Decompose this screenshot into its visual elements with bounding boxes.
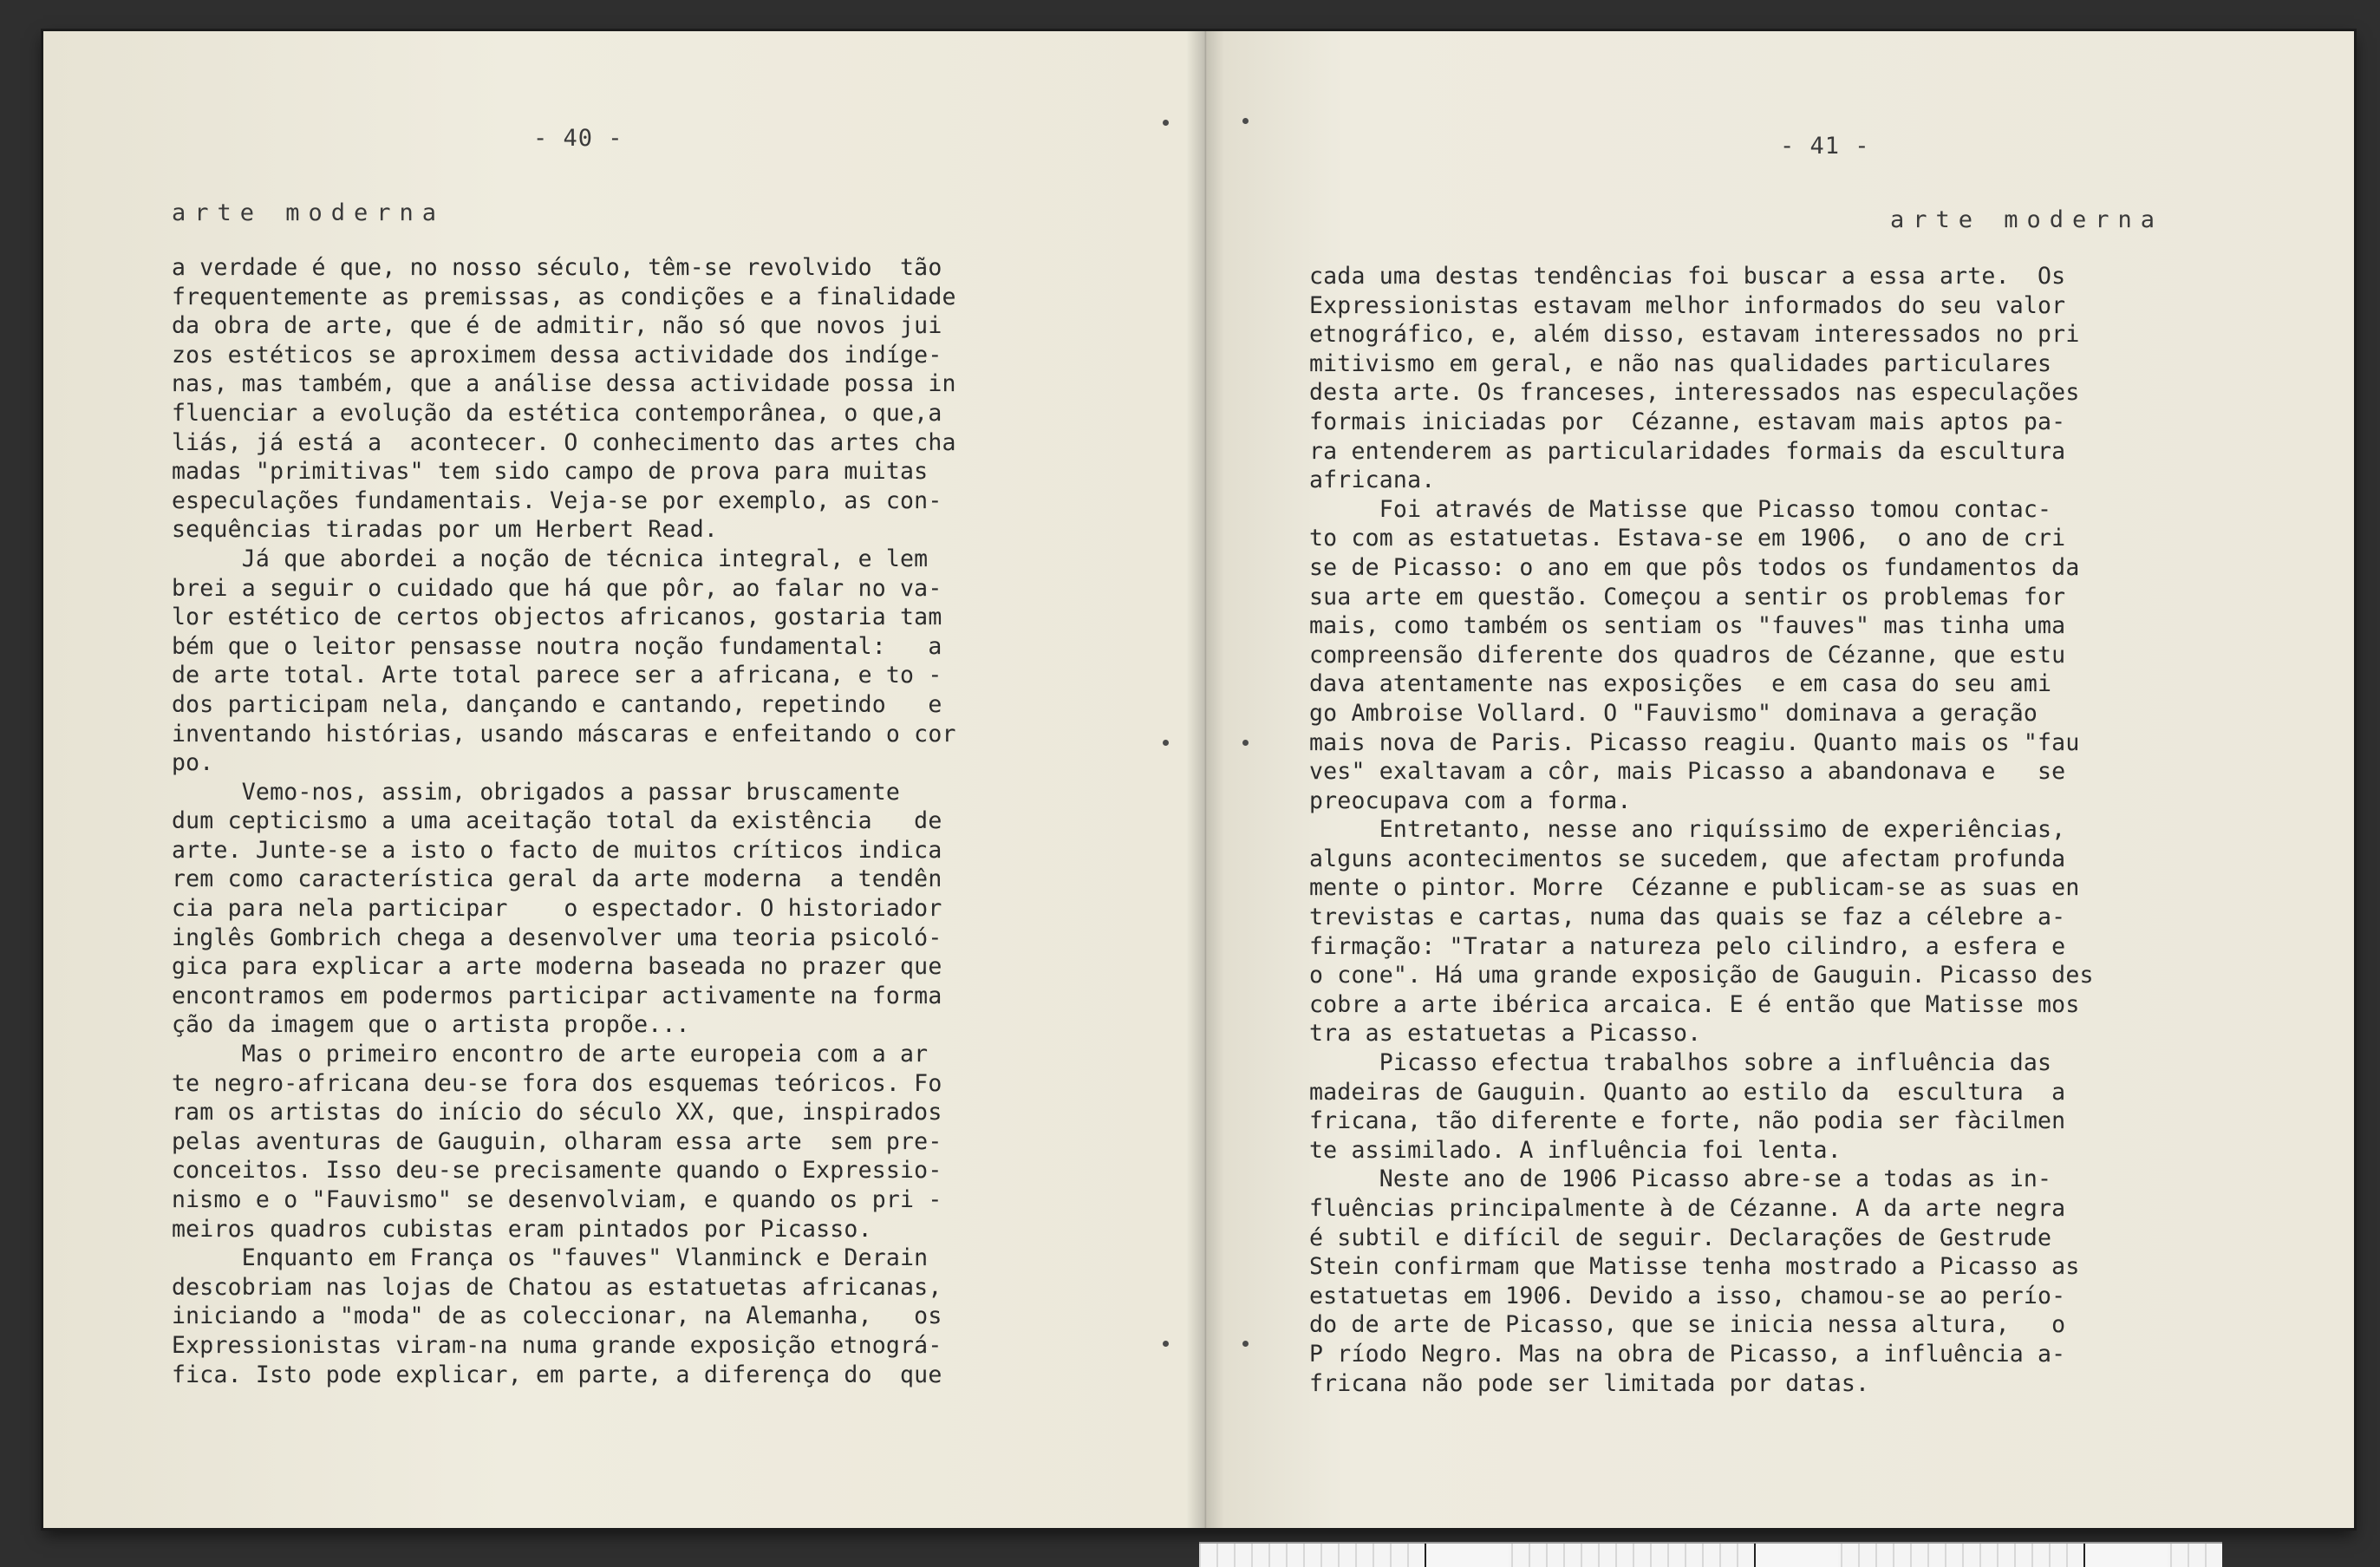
text-line: Expressionistas viram-na numa grande exposição etnográ- — [172, 1331, 942, 1359]
text-line: te negro-africana deu-se fora dos esquemas teóricos. Fo — [172, 1069, 942, 1097]
text-line: dava atentamente nas exposições e em casa do seu ami — [1309, 670, 2052, 698]
binding-hole — [1163, 740, 1169, 746]
text-line: sua arte em questão. Começou a sentir os problemas for — [1309, 583, 2066, 610]
ruler-segment — [1425, 1544, 1509, 1567]
running-head: arte moderna — [1890, 206, 2164, 233]
binding-hole — [1242, 118, 1249, 124]
text-line: nismo e o "Fauvismo" se desenvolviam, e quando os pri - — [172, 1186, 942, 1213]
text-line: fluências principalmente à de Cézanne. A da arte negra — [1309, 1195, 2066, 1222]
text-line: bém que o leitor pensasse noutra noção fundamental: a — [172, 632, 942, 660]
text-line: mitivismo em geral, e não nas qualidades particulares — [1309, 349, 2052, 377]
text-line: rem como característica geral da arte moderna a tendên — [172, 865, 942, 893]
book-gutter — [1186, 31, 1224, 1528]
text-line: inglês Gombrich chega a desenvolver uma teoria psicoló- — [172, 924, 942, 951]
text-line: mente o pintor. Morre Cézanne e publicam-se as suas en — [1309, 874, 2080, 902]
scale-ruler — [1199, 1542, 2222, 1567]
text-line: nas, mas também, que a análise dessa actividade possa in — [172, 370, 956, 398]
text-line: encontramos em podermos participar activamente na forma — [172, 982, 942, 1009]
page-number: - 41 - — [1780, 133, 1870, 160]
text-line: Foi através de Matisse que Picasso tomou contac- — [1309, 495, 2052, 523]
text-line: dos participam nela, dançando e cantando, repetindo e — [172, 690, 942, 718]
text-line: é subtil e difícil de seguir. Declarações de Gestrude — [1309, 1224, 2052, 1251]
text-line: to com as estatuetas. Estava-se em 1906, o ano de cri — [1309, 525, 2066, 552]
text-line: descobriam nas lojas de Chatou as estatuetas africanas, — [172, 1273, 942, 1301]
text-line: dum cepticismo a uma aceitação total da existência de — [172, 807, 942, 835]
text-line: Mas o primeiro encontro de arte europeia com a ar — [172, 1041, 929, 1068]
text-line: fica. Isto pode explicar, em parte, a diferença do que — [172, 1361, 942, 1388]
left-page — [43, 31, 1205, 1528]
text-line: arte. Junte-se a isto o facto de muitos críticos indica — [172, 836, 942, 864]
binding-hole — [1242, 1341, 1249, 1347]
text-line: etnográfico, e, além disso, estavam interessados no pri — [1309, 321, 2080, 349]
text-line: estatuetas em 1906. Devido a isso, chamou-se ao perío- — [1309, 1282, 2066, 1309]
text-line: mais, como também os sentiam os "fauves" mas tinha uma — [1309, 612, 2066, 640]
ruler-segment — [2083, 1544, 2168, 1567]
text-line: Neste ano de 1906 Picasso abre-se a todas as in- — [1309, 1165, 2052, 1193]
text-line: mais nova de Paris. Picasso reagiu. Quanto mais os "fau — [1309, 728, 2080, 756]
text-line: liás, já está a acontecer. O conhecimento das artes cha — [172, 428, 956, 456]
text-line: trevistas e cartas, numa das quais se faz a célebre a- — [1309, 904, 2066, 931]
text-line: meiros quadros cubistas eram pintados por Picasso. — [172, 1215, 872, 1243]
text-line: especulações fundamentais. Veja-se por exemplo, as con- — [172, 486, 942, 514]
binding-hole — [1163, 120, 1169, 126]
text-line: te assimilado. A influência foi lenta. — [1309, 1136, 1842, 1164]
text-line: tra as estatuetas a Picasso. — [1309, 1020, 1702, 1048]
body-text — [1309, 262, 2094, 1398]
page-number: - 40 - — [533, 125, 623, 152]
text-line: madas "primitivas" tem sido campo de prova para muitas — [172, 458, 929, 486]
text-line: Já que abordei a noção de técnica integral, e lem — [172, 545, 929, 572]
text-line: cia para nela participar o espectador. O historiador — [172, 895, 942, 923]
text-line: Stein confirmam que Matisse tenha mostrado a Picasso as — [1309, 1253, 2080, 1281]
text-line: fricana não pode ser limitada por datas. — [1309, 1369, 1870, 1397]
text-line: conceitos. Isso deu-se precisamente quando o Expressio- — [172, 1157, 942, 1185]
text-line: cobre a arte ibérica arcaica. E é então que Matisse mos — [1309, 990, 2080, 1018]
binding-hole — [1163, 1341, 1169, 1347]
text-line: lor estético de certos objectos africanos, gostaria tam — [172, 604, 942, 631]
text-line: ram os artistas do início do século XX, que, inspirados — [172, 1099, 942, 1126]
text-line: P ríodo Negro. Mas na obra de Picasso, a influência a- — [1309, 1340, 2066, 1368]
text-line: se de Picasso: o ano em que pôs todos os fundamentos da — [1309, 553, 2080, 581]
text-line: pelas aventuras de Gauguin, olharam essa arte sem pre- — [172, 1127, 942, 1155]
book-spread — [43, 31, 2354, 1528]
body-text — [172, 253, 956, 1389]
text-line: preocupava com a forma. — [1309, 787, 1632, 814]
running-head: arte moderna — [172, 199, 446, 226]
text-line: desta arte. Os franceses, interessados nas especulações — [1309, 379, 2080, 407]
text-line: go Ambroise Vollard. O "Fauvismo" dominava a geração — [1309, 699, 2038, 727]
ruler-segment — [1754, 1544, 1838, 1567]
text-line: gica para explicar a arte moderna baseada no prazer que — [172, 953, 942, 981]
text-line: do de arte de Picasso, que se inicia nessa altura, o — [1309, 1311, 2066, 1339]
text-line: cada uma destas tendências foi buscar a essa arte. Os — [1309, 263, 2066, 290]
text-line: ção da imagem que o artista propõe... — [172, 1011, 690, 1039]
text-line: firmação: "Tratar a natureza pelo cilindro, a esfera e — [1309, 932, 2066, 960]
text-line: ves" exaltavam a côr, mais Picasso a abandonava e se — [1309, 758, 2066, 786]
text-line: madeiras de Gauguin. Quanto ao estilo da escultura a — [1309, 1078, 2066, 1106]
text-line: compreensão diferente dos quadros de Cézanne, que estu — [1309, 641, 2066, 669]
text-line: de arte total. Arte total parece ser a africana, e to - — [172, 662, 942, 689]
text-line: po. — [172, 749, 214, 777]
text-line: a verdade é que, no nosso século, têm-se revolvido tão — [172, 254, 942, 281]
text-line: brei a seguir o cuidado que há que pôr, ao falar no va- — [172, 574, 942, 602]
text-line: formais iniciadas por Cézanne, estavam mais aptos pa- — [1309, 408, 2066, 435]
text-line: zos estéticos se aproximem dessa actividade dos indíge- — [172, 341, 942, 369]
text-line: fricana, tão diferente e forte, não podia ser fàcilmen — [1309, 1107, 2066, 1135]
text-line: ra entenderem as particularidades formais da escultura — [1309, 437, 2066, 465]
binding-hole — [1242, 740, 1249, 746]
text-line: o cone". Há uma grande exposição de Gauguin. Picasso des — [1309, 962, 2094, 989]
text-line: Entretanto, nesse ano riquíssimo de experiências, — [1309, 816, 2066, 844]
text-line: Vemo-nos, assim, obrigados a passar bruscamente — [172, 778, 901, 806]
text-line: inventando histórias, usando máscaras e enfeitando o cor — [172, 720, 956, 748]
text-line: Expressionistas estavam melhor informados do seu valor — [1309, 291, 2066, 319]
text-line: frequentemente as premissas, as condições e a finalidade — [172, 283, 956, 310]
right-page — [1205, 31, 2354, 1528]
text-line: da obra de arte, que é de admitir, não só que novos jui — [172, 312, 942, 340]
text-line: Enquanto em França os "fauves" Vlanminck e Derain — [172, 1244, 929, 1272]
text-line: africana. — [1309, 467, 1436, 494]
text-line: iniciando a "moda" de as coleccionar, na Alemanha, os — [172, 1303, 942, 1330]
text-line: alguns acontecimentos se sucedem, que afectam profunda — [1309, 845, 2066, 872]
text-line: sequências tiradas por um Herbert Read. — [172, 516, 719, 544]
text-line: fluenciar a evolução da estética contemporânea, o que,a — [172, 399, 942, 427]
text-line: Picasso efectua trabalhos sobre a influência das — [1309, 1049, 2052, 1077]
